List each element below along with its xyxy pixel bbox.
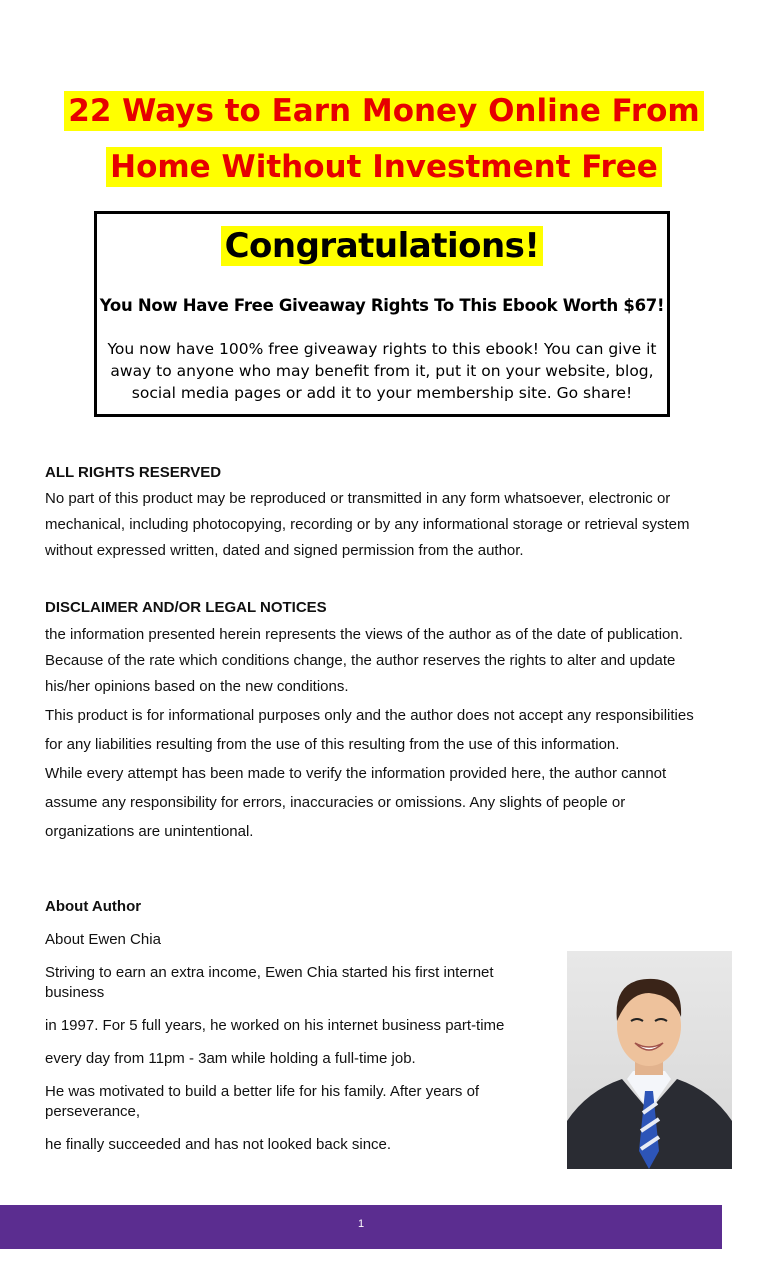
rights-section — [45, 460, 715, 564]
disclaimer-usage-section — [45, 701, 715, 846]
author-photo — [567, 951, 732, 1169]
about-heading: About Author — [45, 898, 142, 915]
banner-subheadline: You Now Have Free Giveaway Rights To This Ebook Worth $67! — [99, 296, 665, 315]
about-paragraph: every day from 11pm - 3am while holding a full-time job. — [45, 1050, 416, 1067]
about-paragraph: About Ewen Chia — [45, 931, 161, 948]
disclaimer-body: the information presented herein represents the views of the author as of the date of publication. Because of the rate which conditions change, the author reserves the rights to alter and update his/her opinions based on the new conditions. — [45, 626, 683, 695]
document-title-line-2: Home Without Investment Free — [0, 144, 768, 190]
about-author-body — [45, 930, 545, 1168]
about-paragraph: he finally succeeded and has not looked back since. — [45, 1136, 392, 1153]
about-paragraph: He was motivated to build a better life for his family. After years of perseverance, — [45, 1083, 480, 1120]
about-paragraph: in 1997. For 5 full years, he worked on his internet business part-time — [45, 1017, 505, 1034]
document-title-line-1: 22 Ways to Earn Money Online From — [0, 88, 768, 134]
disclaimer-heading: DISCLAIMER AND/OR LEGAL NOTICES — [45, 599, 327, 616]
about-paragraph: Striving to earn an extra income, Ewen Chia started his first internet business — [45, 964, 494, 1001]
banner-headline: Congratulations! — [97, 226, 667, 266]
page-footer-bar — [0, 1205, 722, 1249]
rights-heading: ALL RIGHTS RESERVED — [45, 464, 222, 481]
page-number: 1 — [357, 1218, 365, 1230]
banner-description: You now have 100% free giveaway rights to this ebook! You can give it away to anyone who may benefit from it, put it on your website, blog, social media pages or add it to your membership site. Go share! — [107, 340, 657, 402]
disclaimer-attempt: While every attempt has been made to verify the information provided here, the author cannot assume any responsibility for errors, inaccuracies or omissions. Any slights of people or organizations are unintentional. — [45, 765, 667, 840]
disclaimer-usage: This product is for informational purposes only and the author does not accept any responsibilities for any liabilities resulting from the use of this resulting from the use of this information. — [45, 707, 694, 753]
giveaway-rights-banner — [94, 211, 670, 417]
rights-body: No part of this product may be reproduced or transmitted in any form whatsoever, electronic or mechanical, including photocopying, recording or by any informational storage or retrieval system without expressed written, dated and signed permission from the author. — [45, 490, 690, 559]
